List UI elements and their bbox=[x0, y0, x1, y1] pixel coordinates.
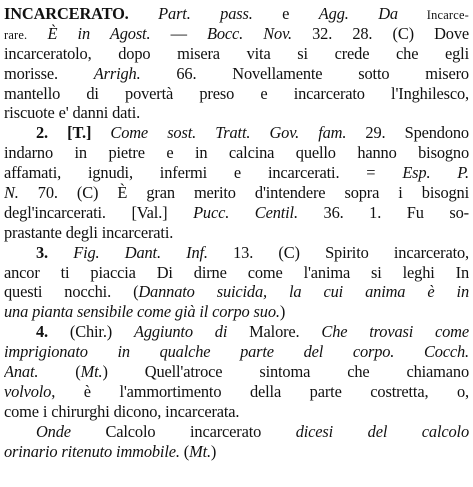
text-run: Malore. bbox=[227, 322, 322, 342]
text-run: 66. Novellamente sotto misero bbox=[140, 63, 469, 83]
italic-run: Fig. bbox=[73, 242, 100, 262]
italic-run: Dant. Inf. bbox=[124, 242, 208, 262]
smallcaps-run: Incarce- bbox=[397, 8, 469, 22]
italic-run: una pianta sensibile come già il corpo suo. bbox=[4, 302, 280, 322]
text-line bbox=[4, 362, 469, 382]
italic-run: Mt. bbox=[189, 441, 211, 461]
italic-run: Arrigh. bbox=[93, 63, 141, 83]
italic-run: Bocc. Nov. bbox=[207, 23, 292, 43]
text-run: morisse. bbox=[4, 63, 94, 83]
italic-run: Pucc. Centil. bbox=[193, 202, 298, 222]
text-run: 36. 1. Fu so- bbox=[297, 202, 469, 222]
italic-run: Dannato suicida, la cui anima è in bbox=[138, 282, 469, 302]
text-run bbox=[394, 342, 424, 361]
dictionary-entry bbox=[4, 4, 469, 483]
text-line bbox=[4, 143, 469, 163]
italic-run: imprigionato in qualche parte del corpo. bbox=[4, 342, 395, 362]
text-line bbox=[4, 84, 469, 104]
text-line bbox=[4, 103, 469, 123]
text-run: mantello di povertà preso e incarcerato l'Inghilesco, bbox=[4, 83, 469, 103]
text-run: come i chirurghi dicono, incarcerata. bbox=[4, 401, 240, 421]
text-run bbox=[129, 4, 159, 23]
text-line bbox=[4, 4, 469, 24]
text-run: affamati, ignudi, infermi e incarcerati. = bbox=[4, 163, 403, 183]
italic-run: dicesi del calcolo bbox=[295, 421, 469, 441]
text-run: degl'incarcerati. [Val.] bbox=[4, 202, 194, 222]
italic-run: Aggiunto di bbox=[133, 322, 228, 342]
text-run bbox=[100, 243, 125, 262]
text-line bbox=[4, 442, 469, 462]
text-line bbox=[4, 302, 469, 322]
text-run: prastante degli incarcerati. bbox=[4, 222, 174, 242]
italic-run: Anat. bbox=[4, 362, 39, 382]
italic-run: volvolo bbox=[4, 381, 52, 401]
italic-run: Esp. P. bbox=[402, 163, 469, 183]
bold-run: 4. bbox=[36, 322, 70, 342]
italic-run: Agg. bbox=[318, 4, 349, 23]
text-run: 70. (C) È gran merito d'intendere sopra i bisogni bbox=[18, 183, 469, 203]
text-line bbox=[4, 163, 469, 183]
text-run: (Chir.) bbox=[69, 322, 134, 342]
text-line bbox=[4, 203, 469, 223]
text-run: 29. Spendono bbox=[346, 123, 469, 143]
text-run: , è l'ammortimento della parte costretta, o, bbox=[51, 381, 469, 401]
text-line bbox=[4, 44, 469, 64]
text-run: ( bbox=[38, 362, 81, 382]
text-line bbox=[4, 382, 469, 402]
text-run: ) bbox=[279, 302, 286, 322]
italic-run: È in Agost. bbox=[47, 23, 151, 43]
text-run: ( bbox=[179, 441, 190, 461]
smallcaps-run: rare. bbox=[4, 27, 28, 42]
text-run: riscuote e' danni dati. bbox=[4, 103, 141, 123]
text-run: e bbox=[252, 4, 319, 23]
text-run bbox=[196, 123, 215, 142]
italic-run: Onde bbox=[36, 421, 71, 441]
text-run: Calcolo incarcerato bbox=[70, 421, 296, 441]
italic-run: Che trovasi come bbox=[321, 322, 469, 342]
text-run: indarno in pietre e in calcina quello hanno bisogno bbox=[4, 143, 469, 163]
italic-run: Come sost. bbox=[110, 123, 197, 143]
italic-run: N. bbox=[4, 183, 19, 203]
bold-run: INCARCERATO. bbox=[4, 4, 129, 23]
italic-run: Part. pass. bbox=[158, 4, 253, 23]
text-line bbox=[4, 123, 469, 143]
text-run: ancor ti piaccia Di dirne come l'anima si leghi In bbox=[4, 262, 469, 282]
text-line bbox=[4, 402, 469, 422]
text-line bbox=[4, 243, 469, 263]
text-run: 13. (C) Spirito incarcerato, bbox=[207, 242, 469, 262]
bold-run: 3. bbox=[36, 242, 74, 262]
text-line bbox=[4, 263, 469, 283]
text-line bbox=[4, 223, 469, 243]
text-run bbox=[27, 24, 47, 43]
italic-run: Cocch. bbox=[423, 342, 469, 362]
text-line bbox=[4, 183, 469, 203]
text-run bbox=[349, 4, 379, 23]
italic-run: orinario ritenuto immobile. bbox=[4, 441, 180, 461]
text-run: ) Quell'atroce sintoma che chiamano bbox=[102, 362, 469, 382]
text-line bbox=[4, 422, 469, 442]
italic-run: Da bbox=[378, 4, 398, 23]
italic-run: Mt. bbox=[80, 362, 103, 382]
text-run: questi nocchi. ( bbox=[4, 282, 139, 302]
text-run: 32. 28. (C) Dove bbox=[291, 23, 469, 43]
italic-run: Tratt. Gov. fam. bbox=[215, 123, 347, 143]
bold-run: 2. [T.] bbox=[36, 123, 111, 143]
text-line bbox=[4, 282, 469, 302]
text-run: ) bbox=[210, 441, 217, 461]
text-line bbox=[4, 342, 469, 362]
text-line bbox=[4, 64, 469, 84]
text-line bbox=[4, 322, 469, 342]
text-line bbox=[4, 24, 469, 44]
text-run: — bbox=[150, 23, 207, 43]
text-run: incarceratolo, dopo misera vita si crede che egli bbox=[4, 43, 469, 63]
